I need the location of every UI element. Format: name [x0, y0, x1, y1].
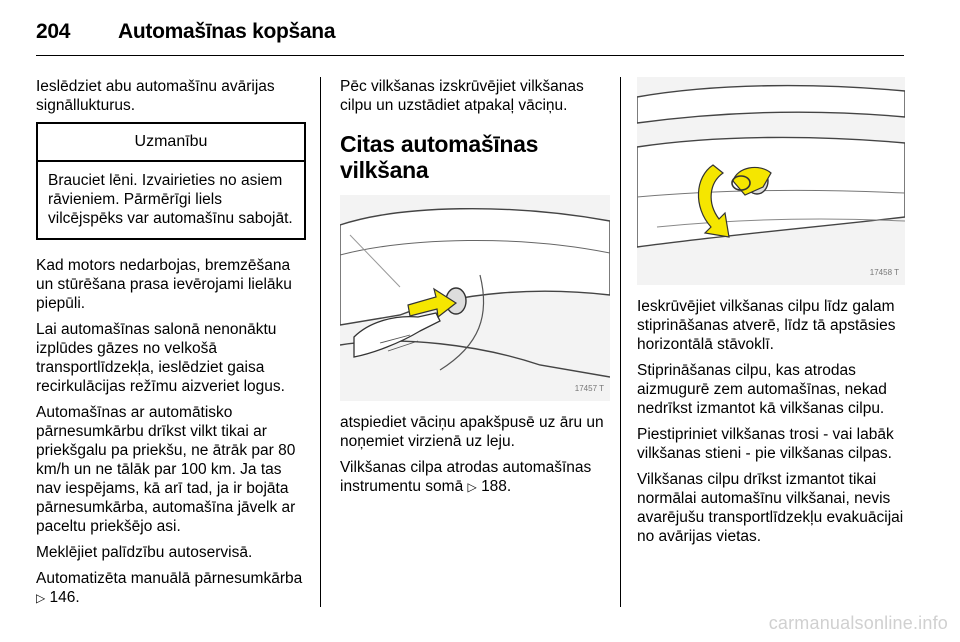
reference-text: Automatizēta manuālā pārnesumkārba [36, 570, 303, 587]
page-number: 204 [36, 20, 71, 43]
page-reference-link[interactable]: 188. [481, 478, 512, 495]
intro-paragraph: Pēc vilkšanas izskrūvējiet vilkšanas cilpu un uzstādiet atpakaļ vāciņu. [340, 78, 584, 114]
figure-cover-removal [340, 195, 610, 401]
page-ref-arrow-icon: ▷ [36, 591, 46, 605]
paragraph-recirculation: Lai automašīnas salonā nenonāktu izplūdes gāzes no velkošā transportlīdzekļa, ieslēdziet gaisa recirkulācijas režīmu aizveriet logus. [36, 321, 285, 395]
caution-body: Brauciet lēni. Izvairieties no asiem rāvieniem. Pārmērīgi liels vilcējspēks var automašīnu sabojāt. [48, 172, 293, 227]
paragraph-steering: Kad motors nedarbojas, bremzēšana un stūrēšana prasa ievērojami lielāku piepūli. [36, 257, 292, 312]
paragraph-reference [340, 458, 610, 497]
paragraph-screw-in: Ieskrūvējiet vilkšanas cilpu līdz galam stiprināšanas atverē, līdz tā apstāsies horizontālā stāvoklī. [637, 298, 896, 353]
paragraph-reference [36, 569, 306, 608]
column-divider-right [620, 77, 621, 607]
paragraph-rear-eye: Stiprināšanas cilpu, kas atrodas aizmugurē zem automašīnas, nekad nedrīkst izmantot kā vilkšanas cilpu. [637, 362, 887, 417]
paragraph-attach-rope: Piestipriniet vilkšanas trosi - vai labāk vilkšanas stieni - pie vilkšanas cilpas. [637, 426, 894, 462]
column-2 [340, 77, 610, 504]
page-header [36, 14, 904, 56]
caution-title: Uzmanību [38, 124, 304, 162]
watermark: carmanualsonline.info [768, 613, 948, 633]
figure-towing-eye [637, 77, 905, 285]
paragraph-usage: Vilkšanas cilpu drīkst izmantot tikai normālai automašīnu vilkšanai, nevis avarējušu transportlīdzekļu evakuācijai no avārijas vietas. [637, 471, 904, 545]
page-title: Automašīnas kopšana [118, 20, 336, 43]
caution-box [36, 122, 306, 240]
column-divider-left [320, 77, 321, 607]
column-3 [637, 77, 905, 553]
paragraph-remove-cover: atspiediet vāciņu apakšpusē uz āru un noņemiet virzienā uz leju. [340, 414, 604, 450]
figure-code: 17457 T [574, 384, 604, 393]
paragraph-service: Meklējiet palīdzību autoservisā. [36, 544, 253, 561]
column-1 [36, 77, 306, 615]
page-ref-arrow-icon: ▷ [467, 480, 477, 494]
reference-text: Vilkšanas cilpa atrodas automašīnas instrumentu somā [340, 459, 592, 495]
illustration-bumper-cover [340, 195, 610, 401]
intro-paragraph: Ieslēdziet abu automašīnu avārijas signāllukturus. [36, 78, 275, 114]
figure-code: 17458 T [869, 268, 899, 277]
illustration-towing-eye [637, 77, 905, 285]
paragraph-automatic-gearbox: Automašīnas ar automātisko pārnesumkārbu drīkst vilkt tikai ar priekšgalu pa priekšu, ne ātrāk par 80 km/h un ne tālāk par 100 km. Ja tas nav iespējams, kā arī tad, ja ir bojāta pārnesumkārba, automašīna jāvelk ar paceltu priekšējo asi. [36, 404, 296, 535]
section-heading: Citas automašīnas vilkšana [340, 131, 539, 183]
page-reference-link[interactable]: 146. [49, 589, 80, 606]
